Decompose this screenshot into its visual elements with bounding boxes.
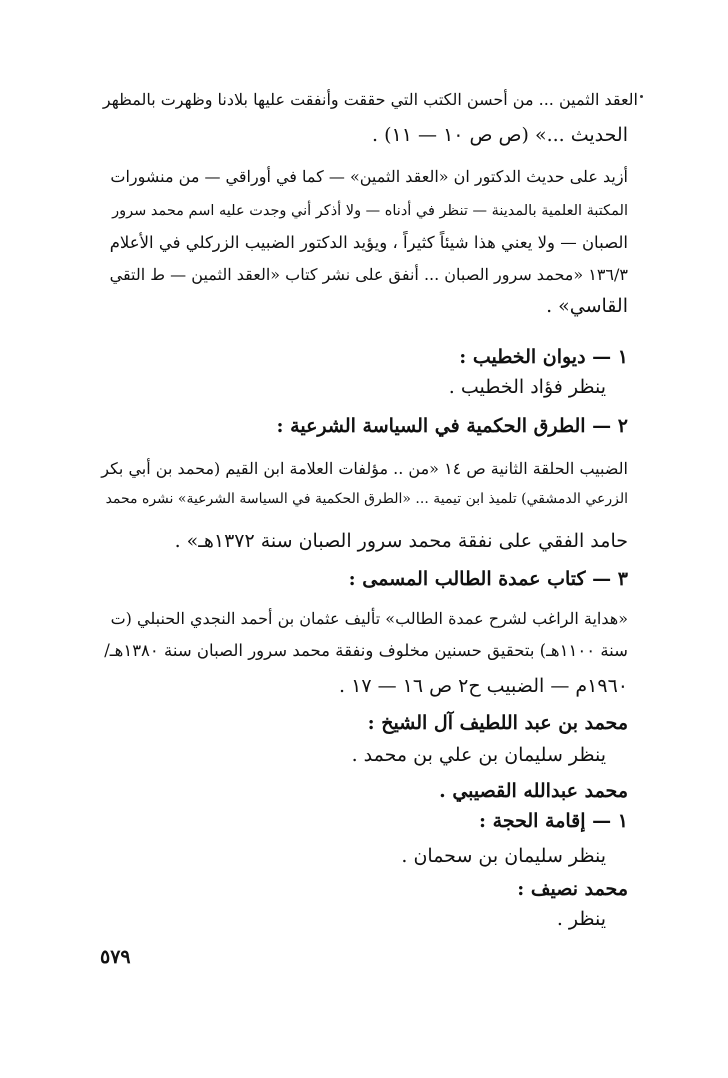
text-line: الصبان — ولا يعني هذا شيئاً كثيراً ، ويؤيد الدكتور الضبيب الزركلي في الأعلام xyxy=(109,233,628,252)
text-line: العقد الثمين ... من أحسن الكتب التي حققت وأنفقت عليها بلادنا وظهرت بالمظهر xyxy=(102,90,638,109)
speck-mark xyxy=(640,95,643,98)
text-line: القاسي» . xyxy=(546,295,628,317)
text-line: ١٣٦/٣ «محمد سرور الصبان ... أنفق على نشر كتاب «العقد الثمين — ط التقي xyxy=(109,265,628,284)
section-heading: ١ — ديوان الخطيب : xyxy=(459,346,628,368)
text-line: ينظر سليمان بن علي بن محمد . xyxy=(351,744,606,766)
text-line: سنة ١١٠٠هـ) بتحقيق حسنين مخلوف ونفقة محمد سرور الصبان سنة ١٣٨٠هـ/ xyxy=(104,641,628,660)
section-heading: ٣ — كتاب عمدة الطالب المسمى : xyxy=(348,568,628,590)
entry-heading: محمد نصيف : xyxy=(517,878,628,900)
text-line: الحديث ...» (ص ص ١٠ — ١١) . xyxy=(372,124,628,146)
text-line: أزيد على حديث الدكتور ان «العقد الثمين» — كما في أوراقي — من منشورات xyxy=(110,167,628,186)
section-heading: ٢ — الطرق الحكمية في السياسة الشرعية : xyxy=(276,415,628,437)
text-line: الزرعي الدمشقي) تلميذ ابن تيمية ... «الطرق الحكمية في السياسة الشرعية» نشره محمد xyxy=(105,491,628,507)
text-line: ينظر فؤاد الخطيب . xyxy=(448,376,606,398)
text-line: ينظر سليمان بن سحمان . xyxy=(401,845,606,867)
sub-heading: ١ — إقامة الحجة : xyxy=(479,810,628,832)
page-number: ٥٧٩ xyxy=(100,946,131,968)
entry-heading: محمد بن عبد اللطيف آل الشيخ : xyxy=(367,712,628,734)
entry-heading: محمد عبدالله القصيبي . xyxy=(439,780,628,802)
text-line: الضبيب الحلقة الثانية ص ١٤ «من .. مؤلفات العلامة ابن القيم (محمد بن أبي بكر xyxy=(101,459,628,478)
text-line: المكتبة العلمية بالمدينة — تنظر في أدناه — ولا أذكر أني وجدت عليه اسم محمد سرور xyxy=(112,203,628,219)
text-line: ينظر . xyxy=(556,908,606,930)
text-line: حامد الفقي على نفقة محمد سرور الصبان سنة ١٣٧٢هـ» . xyxy=(174,530,628,552)
text-line: ١٩٦٠م — الضبيب ح٢ ص ١٦ — ١٧ . xyxy=(339,675,628,697)
text-line: «هداية الراغب لشرح عمدة الطالب» تأليف عثمان بن أحمد النجدي الحنبلي (ت xyxy=(110,609,628,628)
